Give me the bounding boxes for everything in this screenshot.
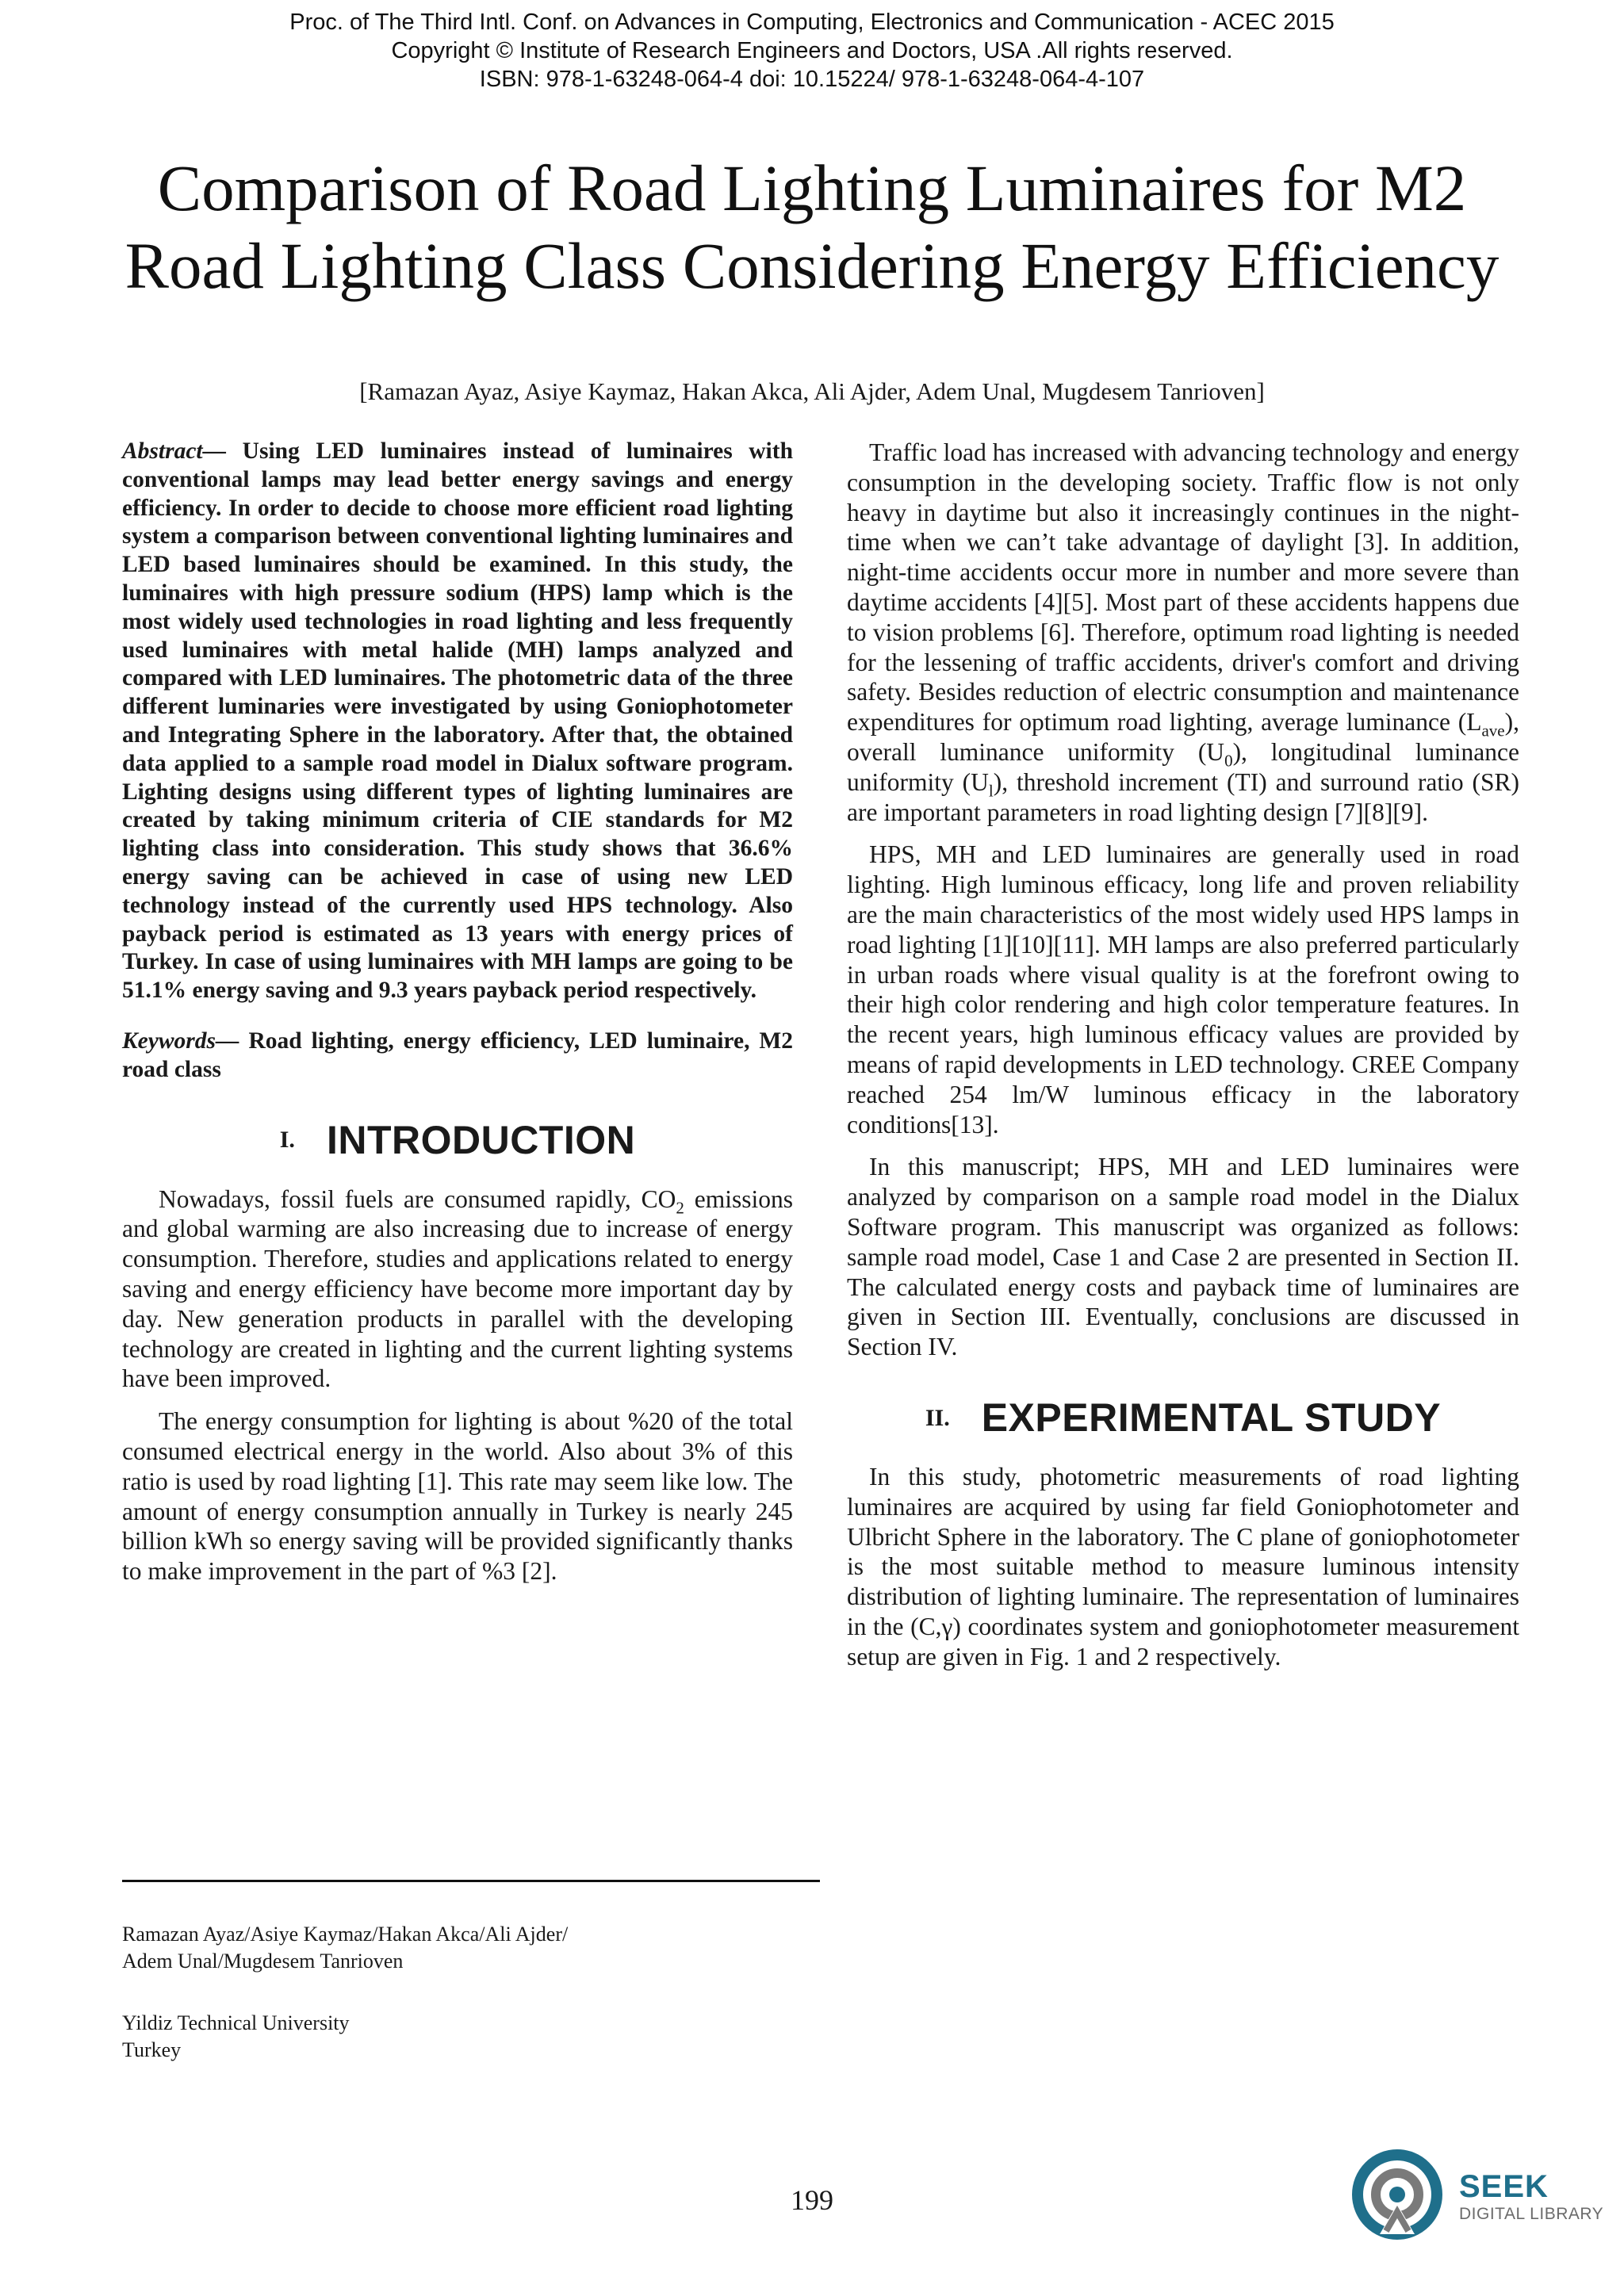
author-list: [Ramazan Ayaz, Asiye Kaymaz, Hakan Akca, Ali Ajder, Adem Unal, Mugdesem Tanrioven]: [359, 377, 1265, 405]
footnote-rule: [122, 1880, 820, 1882]
section-title: EXPERIMENTAL STUDY: [981, 1395, 1442, 1440]
left-column: [122, 438, 793, 1599]
subscript: l: [988, 781, 994, 801]
section-heading-experimental-study: [847, 1395, 1519, 1448]
paper-title: [79, 149, 1545, 304]
seek-logo-icon: [1348, 2145, 1451, 2248]
isbn-line: ISBN: 978-1-63248-064-4 doi: 10.15224/ 978-1-63248-064-4-107: [479, 67, 1145, 92]
title-line-2: Road Lighting Class Considering Energy Efficiency: [124, 229, 1500, 302]
experimental-paragraph-1: In this study, photometric measurements of road lighting luminaires are acquired by using far field Goniophotometer and Ulbricht Sphere in the laboratory. The C plane of goniophotometer is the most suitable method to measure luminous intensity distribution of lighting luminaire. The representation of luminaires in the (C,γ) coordinates system and goniophotometer measurement setup are given in Fig. 1 and 2 respectively.: [847, 1462, 1519, 1670]
footnote-line: Turkey: [122, 2038, 182, 2061]
subscript: ave: [1481, 721, 1505, 740]
intro-paragraph-1: [122, 1184, 793, 1395]
abstract-lead: Abstract—: [122, 438, 227, 464]
text-run: Nowadays, fossil fuels are consumed rapidly, CO: [159, 1184, 676, 1213]
section-heading-introduction: [122, 1117, 793, 1170]
logo-subtitle: DIGITAL LIBRARY: [1459, 2205, 1604, 2223]
footnote-affiliation: [122, 2010, 350, 2064]
intro-paragraph-2: The energy consumption for lighting is about %20 of the total consumed electrical energy in the world. Also about 3% of this ratio is used by road lighting [1]. This rate may seem like low. The amount of energy consumption annually in Turkey is nearly 245 billion kWh so energy saving will be provided significantly thanks to make improvement in the part of %3 [2].: [122, 1407, 793, 1586]
right-column: [847, 438, 1519, 1684]
footnote-line: Yildiz Technical University: [122, 2011, 350, 2034]
proceedings-line: Proc. of The Third Intl. Conf. on Advances in Computing, Electronics and Communication - ACEC 2015: [289, 10, 1335, 35]
section-title: INTRODUCTION: [326, 1117, 636, 1162]
proceedings-header: [0, 8, 1624, 94]
keywords-lead: Keywords—: [122, 1027, 239, 1054]
page-number: 199: [791, 2184, 833, 2216]
intro-paragraph-3: [847, 438, 1519, 827]
text-run: Traffic load has increased with advancing technology and energy consumption in the developing society. Traffic flow is not only heavy in daytime but also it increasingly continues in the night-time when we can’t take advantage of daylight [3]. In addition, night-time accidents occur more in number and more severe than daytime accidents [4][5]. Most part of these accidents happens due to vision problems [6]. Therefore, optimum road lighting is needed for the lessening of traffic accidents, driver's comfort and driving safety. Besides reduction of electric consumption and maintenance expenditures for optimum road lighting, average luminance (L: [847, 438, 1519, 737]
seek-digital-library-logo: [1348, 2145, 1602, 2248]
text-run: ), longitudinal luminance uniformity (U: [847, 737, 1519, 796]
abstract: [122, 438, 793, 1005]
keywords-text: Road lighting, energy efficiency, LED luminaire, M2 road class: [122, 1027, 793, 1082]
footnote-line: Ramazan Ayaz/Asiye Kaymaz/Hakan Akca/Ali Ajder/: [122, 1923, 569, 1946]
intro-paragraph-5: In this manuscript; HPS, MH and LED luminaires were analyzed by comparison on a sample road model in the Dialux Software program. This manuscript was organized as follows: sample road model, Case 1 and Case 2 are presented in Section II. The calculated energy costs and payback time of luminaires are given in Section III. Eventually, conclusions are discussed in Section IV.: [847, 1153, 1519, 1361]
keywords: [122, 1027, 793, 1085]
text-run: ), overall luminance uniformity (U: [847, 708, 1519, 766]
text-run: emissions and global warming are also increasing due to increase of energy consumption. Therefore, studies and applications related to energy saving and energy efficiency have become more important day by day. New generation products in parallel with the developing technology are created in lighting and the current lighting systems have been improved.: [122, 1184, 793, 1393]
footnote-line: Adem Unal/Mugdesem Tanrioven: [122, 1950, 404, 1973]
intro-paragraph-4: HPS, MH and LED luminaires are generally used in road lighting. High luminous efficacy, long life and proven reliability are the main characteristics of the most widely used HPS lamps in road lighting [1][10][11]. MH lamps are also preferred particularly in urban roads where visual quality is at the forefront owing to their high color rendering and high color temperature features. In the recent years, high luminous efficacy values are provided by means of rapid developments in LED technology. CREE Company reached 254 lm/W luminous efficacy in the laboratory conditions[13].: [847, 840, 1519, 1138]
subscript: 0: [1224, 751, 1233, 771]
section-number: I.: [279, 1127, 295, 1154]
title-line-1: Comparison of Road Lighting Luminaires for M2: [157, 151, 1467, 224]
footnote-authors: [122, 1921, 568, 1975]
copyright-line: Copyright © Institute of Research Engineers and Doctors, USA .All rights reserved.: [391, 38, 1233, 63]
subscript: 2: [676, 1197, 684, 1217]
section-number: II.: [925, 1404, 950, 1431]
text-run: ), threshold increment (TI) and surround ratio (SR) are important parameters in road lighting design [7][8][9].: [847, 767, 1519, 826]
logo-wordmark: SEEK: [1459, 2169, 1549, 2204]
abstract-text: Using LED luminaires instead of luminaires with conventional lamps may lead better energy savings and energy efficiency. In order to decide to choose more efficient road lighting system a comparison between conventional lighting luminaires and LED based luminaires should be examined. In this study, the luminaires with high pressure sodium (HPS) lamp which is the most widely used technologies in road lighting and less frequently used luminaires with metal halide (MH) lamps analyzed and compared with LED luminaires. The photometric data of the three different luminaries were investigated by using Goniophotometer and Integrating Sphere in the laboratory. After that, the obtained data applied to a sample road model in Dialux software program. Lighting designs using different types of lighting luminaires are created by taking minimum criteria of CIE standards for M2 lighting class into consideration. This study shows that 36.6% energy saving can be achieved in case of using new LED technology instead of the currently used HPS technology. Also payback period is estimated as 13 years with energy prices of Turkey. In case of using luminaires with MH lamps are going to be 51.1% energy saving and 9.3 years payback period respectively.: [122, 438, 793, 1004]
